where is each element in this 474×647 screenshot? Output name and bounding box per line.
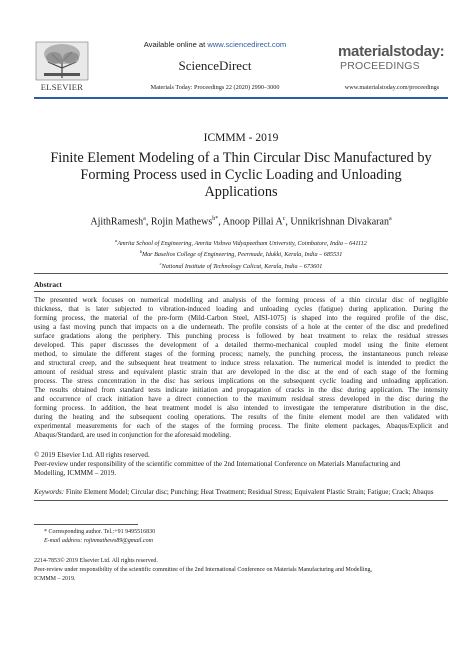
footer-peer-review-end: ICMMM – 2019. [34, 576, 76, 582]
author-affil-mark: b* [212, 216, 219, 222]
keywords [34, 488, 448, 496]
keywords-list: Finite Element Model; Circular disc; Punching; Heat Treatment; Residual Stress; Equivalent Plastic Strain; Fatigue; Crack; Abaqus [65, 488, 434, 496]
abstract-top-rule [34, 273, 448, 274]
sciencedirect-link[interactable]: www.sciencedirect.com [207, 40, 287, 49]
available-online [120, 40, 310, 49]
abstract-line: thickness, that is later subjected to vibration-induced loading and unloading cycles (fatigue) during application. During the [34, 305, 448, 313]
abstract-line: during the heating and the subsequent cooling operations. The results of the finite element model are then validated with [34, 413, 448, 421]
peer-review-line: Peer-review under responsibility of the scientific committee of the 2nd International Conference on Materials Manufacturing and [34, 460, 401, 468]
abstract-body [34, 296, 448, 440]
abstract-line: surface gradations along the periphery. This punching process is followed by heat treatment to relax the residual stresses [34, 332, 448, 340]
abstract-line: Abaqus/Standard, are used in conjunction for the aforesaid modeling. [34, 431, 231, 439]
publisher-name: ELSEVIER [40, 82, 84, 92]
footnote-rule [34, 524, 138, 525]
affiliation-line: $^a$Amrita School of Engineering, Amrita Vishwa Vidyapeetham University, Coimbatore, India – 641112 [115, 238, 367, 248]
affiliation-line: $^b$Mar Baselios College of Engineering, Peermade, Idukki, Kerala, India – 685531 [139, 249, 343, 259]
abstract-line: process. The stress concentration in the disc has serious implications on the subsequent cyclic loading and unloading application. [34, 377, 448, 385]
abstract-heading: Abstract [34, 280, 62, 289]
keywords-bottom-rule [34, 500, 448, 501]
author-name: Anoop Pillai A [222, 216, 283, 228]
abstract-line: developed. This paper discusses the development of a detailed thermo-mechanical coupled model using the finite element [34, 341, 448, 349]
peer-review-line: Modelling, ICMMM – 2019. [34, 469, 117, 477]
corresponding-author-note: * Corresponding author. Tel.:+91 9495516830 [44, 529, 156, 535]
author-name: Unnikrishnan Divakaran [290, 216, 389, 228]
copyright-line: © 2019 Elsevier Ltd. All rights reserved. [34, 451, 150, 459]
author-list: AjithRamesh$^a$, Rojin Mathews$^{b*}$, Anoop Pillai $A^c$, Unnikrishnan Divakaran$^a$ [90, 216, 392, 228]
affiliation-line: $^c$National Institute of Technology Calicut, Kerala, India – 673601 [159, 260, 323, 270]
title-line: Forming Process used in Cyclic Loading and Unloading [80, 167, 402, 183]
abstract-line: using a fast moving punch that impacts on a die underneath. The profile consists of a hole at the center of the disc and predefined [34, 323, 448, 331]
abstract-line: method, to simulate the different stages of the forming process; namely, the punching process, the instantaneous punch release [34, 350, 448, 358]
title-line: Finite Element Modeling of a Thin Circular Disc Manufactured by [50, 150, 432, 166]
abstract-line: experimental measurements for each of the stages of the forming process. The finite element packages, Abaqus/Explicit and [34, 422, 448, 430]
available-online-label: Available online at [143, 40, 208, 49]
paper-title [34, 150, 448, 201]
abstract-line: forming process. In addition, the heat treatment model is also intended to investigate the temperature distribution in the disc, [34, 404, 448, 412]
materials-today-subtitle: PROCEEDINGS [340, 60, 420, 72]
platform-name: ScienceDirect [178, 58, 252, 73]
email-note: E-mail address: rojinmathews89@gmail.com [44, 538, 153, 544]
author-affil-mark: a [388, 216, 392, 222]
abstract-line: The results obtained from standard tests indicate initiation and propagation of cracks in the disc during application. The intensity [34, 386, 448, 394]
issn-copyright: 2214-7853© 2019 Elsevier Ltd. All rights reserved. [34, 558, 158, 564]
author-affil-mark: c [282, 216, 286, 222]
abstract-line: and occurrence of crack initiation have a direct connection to the maximum residual stress developed in the disc during the [34, 395, 448, 403]
materials-today-logo [338, 44, 448, 78]
conference-name: ICMMM - 2019 [203, 132, 279, 144]
abstract-line: and structural creep, and the subsequent heat treatment to induce stress relaxation. The numerical model is intended to predict the [34, 359, 448, 367]
header-divider [34, 97, 448, 99]
abstract-line: amount of residual stress and equivalent plastic strain that are developed in the disc at the end of each stage of the forming [34, 368, 448, 376]
affiliations [34, 237, 448, 271]
abstract-line: forming process, the material of the pre-form (Mild-Carbon Steel, AISI-1075) is shaped into the required profile of the disc, [34, 314, 448, 322]
peer-review-statement [34, 460, 448, 478]
keywords-label: Keywords: [34, 488, 65, 496]
title-line: Applications [204, 184, 278, 200]
author-name: Rojin Mathews [150, 216, 213, 228]
journal-url-link[interactable]: www.materialstoday.com/proceedings [344, 84, 440, 91]
author-name: AjithRamesh [90, 216, 144, 228]
author-affil-mark: a [143, 216, 146, 222]
journal-citation: Materials Today: Proceedings 22 (2020) 2990–3000 [150, 84, 280, 91]
abstract-heading-rule [34, 291, 448, 292]
abstract-line: The presented work focuses on numerical modelling and analysis of the forming process of a thin circular disc of negligible [34, 296, 448, 304]
materials-today-wordmark: materialstoday: [338, 43, 445, 60]
footer-peer-review: Peer-review under responsibility of the scientific committee of the 2nd International Conference on Materials Manufacturing and Modelling, [34, 567, 372, 573]
